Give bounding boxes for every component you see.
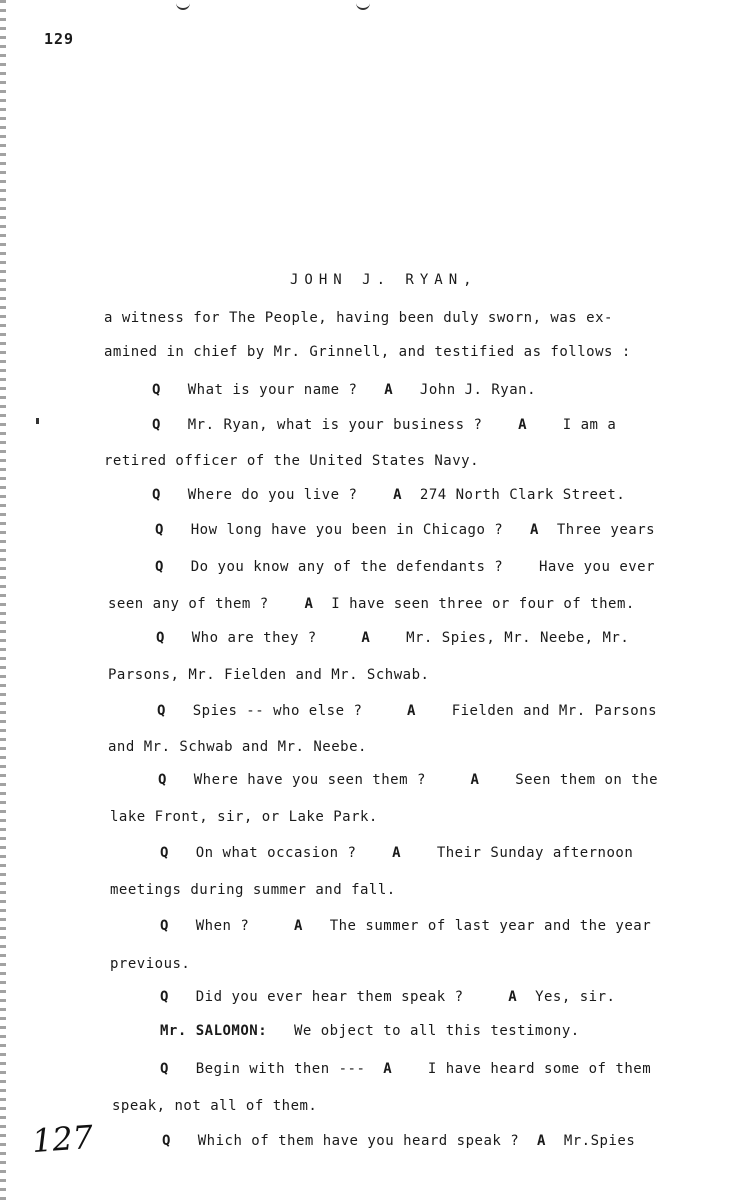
a-marker: A [508, 989, 518, 1005]
qa-line [152, 487, 625, 503]
binding-edge [0, 0, 6, 1200]
intro-line: amined in chief by Mr. Grinnell, and testified as follows : [104, 344, 631, 360]
q-marker: Q [160, 1061, 169, 1077]
answer-text: John J. Ryan. [419, 382, 536, 398]
continuation-line: speak, not all of them. [112, 1098, 318, 1114]
continuation-line: meetings during summer and fall. [110, 882, 396, 898]
continuation-line: lake Front, sir, or Lake Park. [110, 809, 378, 825]
qa-line [155, 559, 655, 575]
answer-text: Three years [556, 522, 656, 538]
q-marker: Q [152, 487, 161, 503]
continuation-line: previous. [110, 956, 191, 972]
answer-text: I am a [562, 417, 617, 433]
answer-text: Mr. Spies, Mr. Neebe, Mr. [406, 630, 630, 646]
question-text: Where have you seen them ? [193, 772, 426, 788]
question-text: Do you know any of the defendants ? [190, 559, 504, 575]
question-text: What is your name ? [187, 382, 358, 398]
q-marker: Q [162, 1133, 171, 1149]
answer-text: Fielden and Mr. Parsons [451, 703, 658, 719]
qa-line [157, 703, 657, 719]
a-marker: A [470, 772, 480, 788]
a-marker: A [392, 845, 402, 861]
question-text: Which of them have you heard speak ? [197, 1133, 520, 1149]
qa-line [158, 772, 658, 788]
qa-line [160, 1061, 651, 1077]
answer-text: I have seen three or four of them. [331, 596, 635, 612]
speaker-name: Mr. SALOMON: [160, 1023, 268, 1039]
continuation-line [108, 596, 635, 612]
page-number: 129 [44, 30, 75, 48]
question-text: Where do you live ? [187, 487, 358, 503]
qa-line [160, 989, 615, 1005]
a-marker: A [518, 417, 528, 433]
question-text: Have you ever [538, 559, 656, 575]
objection-line [160, 1023, 580, 1039]
question-text: Who are they ? [191, 630, 317, 646]
qa-line [160, 845, 633, 861]
handwritten-page-number: 127 [30, 1117, 95, 1161]
question-text: When ? [195, 918, 250, 934]
a-marker: A [361, 630, 371, 646]
a-marker: A [293, 918, 303, 934]
a-marker: A [304, 596, 314, 612]
intro-line: a witness for The People, having been duly sworn, was ex- [104, 310, 613, 326]
a-marker: A [537, 1133, 546, 1149]
qa-line [155, 522, 655, 538]
answer-text: I have heard some of them [427, 1061, 652, 1077]
a-marker: A [383, 1061, 393, 1077]
qa-line [152, 382, 536, 398]
question-text: Did you ever hear them speak ? [195, 989, 464, 1005]
stray-mark [36, 418, 39, 424]
witness-heading: JOHN J. RYAN, [290, 272, 478, 288]
qa-line [160, 918, 651, 934]
q-marker: Q [152, 417, 161, 433]
question-text: How long have you been in Chicago ? [190, 522, 504, 538]
answer-text: Seen them on the [515, 772, 659, 788]
answer-text: Yes, sir. [535, 989, 616, 1005]
a-marker: A [384, 382, 394, 398]
q-marker: Q [155, 559, 164, 575]
punch-mark [176, 0, 190, 10]
a-marker: A [530, 522, 539, 538]
objection-text: We object to all this testimony. [293, 1023, 580, 1039]
question-text: Spies -- who else ? [192, 703, 363, 719]
punch-mark [356, 0, 370, 10]
q-marker: Q [160, 918, 169, 934]
q-marker: Q [158, 772, 167, 788]
a-marker: A [407, 703, 416, 719]
question-text: seen any of them ? [108, 596, 269, 612]
a-marker: A [393, 487, 403, 503]
q-marker: Q [157, 703, 166, 719]
q-marker: Q [160, 989, 169, 1005]
q-marker: Q [160, 845, 169, 861]
answer-text: The summer of last year and the year [329, 918, 652, 934]
question-text: Begin with then --- [195, 1061, 366, 1077]
q-marker: Q [152, 382, 161, 398]
q-marker: Q [156, 630, 165, 646]
answer-text: Their Sunday afternoon [436, 845, 634, 861]
question-text: Mr. Ryan, what is your business ? [187, 417, 483, 433]
continuation-line: Parsons, Mr. Fielden and Mr. Schwab. [108, 667, 430, 683]
qa-line [156, 630, 629, 646]
question-text: On what occasion ? [195, 845, 357, 861]
continuation-line: retired officer of the United States Navy. [104, 453, 480, 469]
q-marker: Q [155, 522, 164, 538]
continuation-line: and Mr. Schwab and Mr. Neebe. [108, 739, 367, 755]
answer-text: 274 North Clark Street. [419, 487, 626, 503]
answer-text: Mr.Spies [563, 1133, 636, 1149]
qa-line [162, 1133, 635, 1149]
qa-line [152, 417, 616, 433]
